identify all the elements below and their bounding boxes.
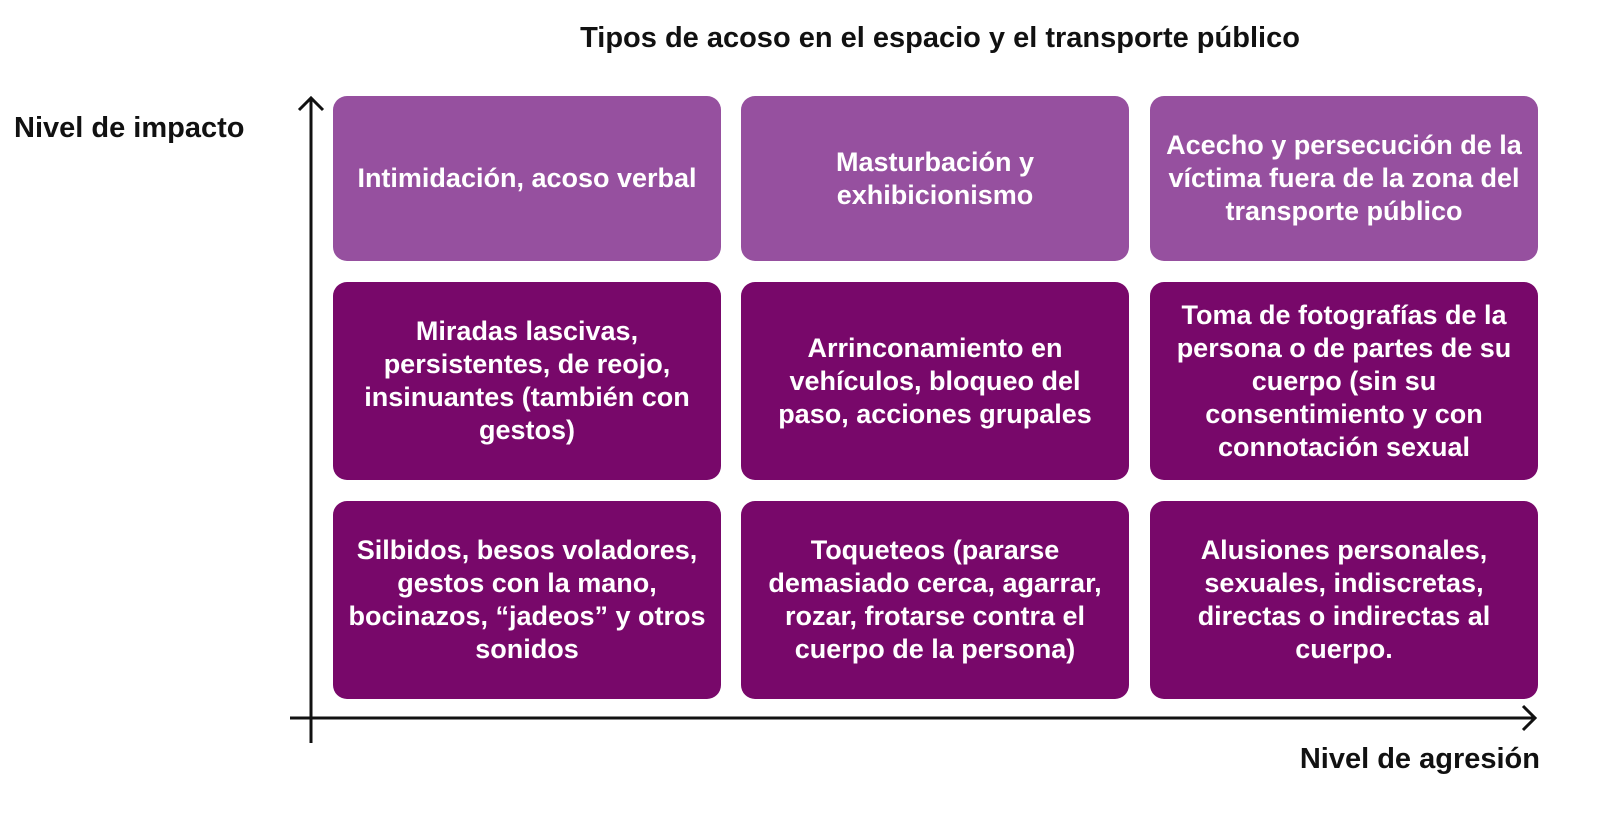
y-axis-label: Nivel de impacto — [14, 112, 245, 144]
cell-miradas: Miradas lascivas, persistentes, de reojo, insinuantes (también con gestos) — [333, 282, 721, 480]
cell-silbidos: Silbidos, besos voladores, gestos con la mano, bocinazos, “jadeos” y otros sonidos — [333, 501, 721, 699]
cell-intimidacion: Intimidación, acoso verbal — [333, 96, 721, 261]
cell-toqueteos: Toqueteos (pararse demasiado cerca, agarrar, rozar, frotarse contra el cuerpo de la persona) — [741, 501, 1129, 699]
cell-acecho: Acecho y persecución de la víctima fuera de la zona del transporte público — [1150, 96, 1538, 261]
x-axis-label: Nivel de agresión — [1299, 743, 1540, 775]
diagram-title: Tipos de acoso en el espacio y el transporte público — [580, 22, 1300, 54]
cell-fotografias: Toma de fotografías de la persona o de partes de su cuerpo (sin su consentimiento y con connotación sexual — [1150, 282, 1538, 480]
cell-arrinconamiento: Arrinconamiento en vehículos, bloqueo del paso, acciones grupales — [741, 282, 1129, 480]
cell-masturbacion: Masturbación y exhibicionismo — [741, 96, 1129, 261]
cell-alusiones: Alusiones personales, sexuales, indiscretas, directas o indirectas al cuerpo. — [1150, 501, 1538, 699]
